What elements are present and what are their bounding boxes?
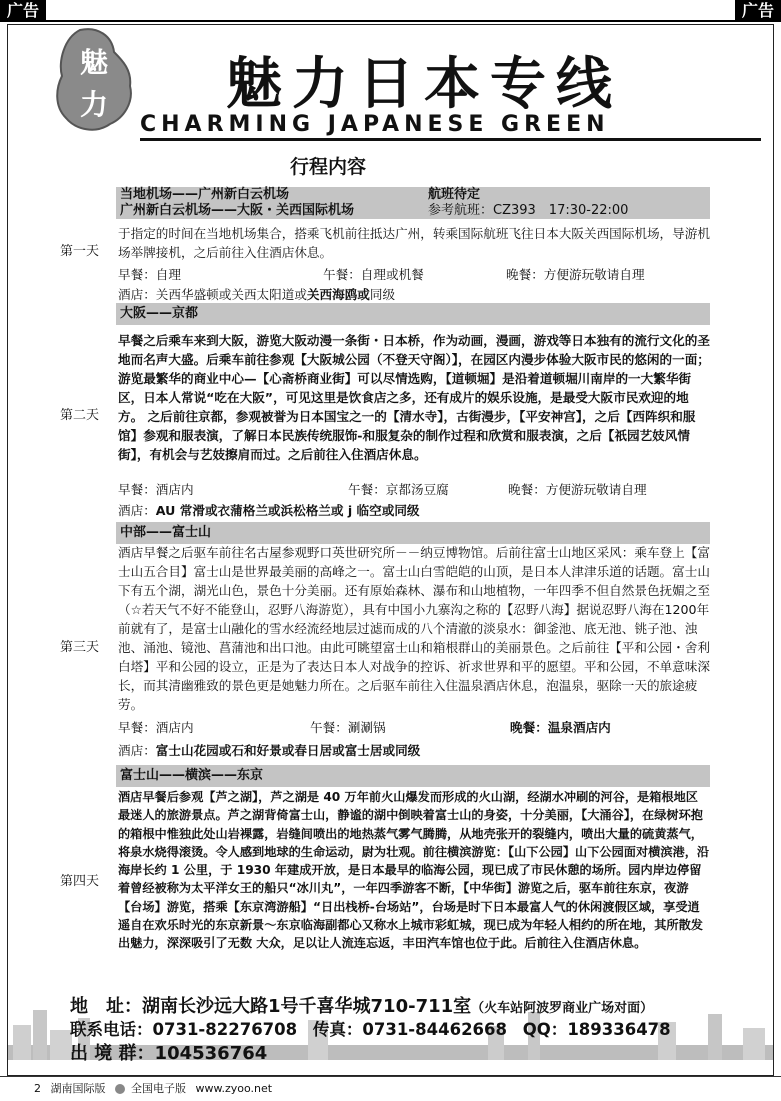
day1-route-1: 当地机场——广州新白云机场: [120, 187, 290, 202]
group-value[interactable]: 104536764: [154, 1043, 268, 1064]
day1-meals: [118, 265, 710, 284]
day2-hotel-bold: AU 常滑或衣蒲格兰或浜松格兰或 j 临空或同级: [155, 503, 420, 518]
day3-header: 中部——富士山: [116, 522, 710, 544]
day3-label: 第三天: [60, 640, 100, 655]
group-line: [70, 1039, 267, 1065]
day2-label: 第二天: [60, 408, 100, 423]
day1-dinner: 晚餐：方便游玩敬请自理: [506, 267, 645, 282]
day2-description: 早餐之后乘车来到大阪，游览大阪动漫一条街・日本桥，作为动画，漫画，游戏等日本独有的流行文化的圣地而名声大盛。后乘车前往参观【大阪城公园（不登天守阁）】，在园区内漫步体验大阪市民的悠闲的一面；游览最繁华的商业中心—【心斋桥商业街】可以尽情选购，【道顿堀】是沿着道顿堀川南岸的一大繁华街区，日本人常说“吃在大阪”，可见这里是饮食店之多，还有成片的娱乐设施，是最受大阪市民欢迎的地方。 之后前往京都，参观被誉为日本国宝之一的【清水寺】，古街漫步，【平安神宫】，之后【西阵织和服馆】参观和服表演，了解日本民族传统服饰-和服复杂的制作过程和欣赏和服表演，之后【祇园艺妓风情街】，有机会与艺妓擦肩而过。之后前往入住酒店休息。: [118, 333, 710, 462]
day4-header: 富士山——横滨——东京: [116, 765, 710, 787]
fax-value: 0731-84462668: [362, 1020, 507, 1039]
phone-label: 联系电话：: [70, 1020, 153, 1039]
qq-value[interactable]: 189336478: [567, 1020, 671, 1039]
group-label: 出 境 群：: [70, 1043, 155, 1064]
site-link[interactable]: www.zyoo.net: [195, 1082, 273, 1095]
day2-dinner: 晚餐：方便游玩敬请自理: [508, 482, 647, 497]
day1-hotel-prefix: 酒店：关西华盛顿或关西太阳道或: [118, 287, 307, 302]
day1-lunch: 午餐：自理或机餐: [323, 267, 424, 282]
day3-hotel: [118, 741, 710, 760]
itinerary-title: 行程内容: [290, 156, 367, 178]
day2-lunch: 午餐：京都汤豆腐: [348, 482, 449, 497]
day2-header: 大阪——京都: [116, 303, 710, 325]
ad-tag-left: 广告: [0, 0, 46, 22]
page-subtitle: CHARMING JAPANESE GREEN: [140, 112, 610, 137]
day3-lunch: 午餐：涮涮锅: [310, 720, 386, 735]
phone-value[interactable]: 0731-82276708: [152, 1020, 298, 1039]
title-underline: [140, 138, 761, 141]
phone-line: [70, 1016, 671, 1040]
day1-hotel-suffix: 同级: [369, 287, 396, 302]
day1-label: 第一天: [60, 244, 100, 259]
day2-hotel: [118, 501, 710, 520]
address-line: [70, 992, 653, 1018]
ad-tag-right: 广告: [735, 0, 781, 22]
day3-breakfast: 早餐：酒店内: [118, 720, 194, 735]
top-divider: [0, 20, 781, 22]
day4-label: 第四天: [60, 874, 100, 889]
day1-breakfast: 早餐：自理: [118, 267, 181, 282]
page-footer: [0, 1076, 781, 1101]
day3-description: 酒店早餐之后驱车前往名古屋参观野口英世研究所－－纳豆博物馆。后前往富士山地区采风：乘车登上【富士山五合目】富士山是世界最美丽的高峰之一。富士山白雪皑皑的山顶，是日本人津津乐道的话题。富士山下有五个湖，湖光山色，景色十分美丽。还有原始森林、瀑布和山地植物，一年四季不但自然景色抚媚之至（☆若天气不好不能登山，忍野八海游览），具有中国小九寨沟之称的【忍野八海】据说忍野八海在1200年前就有了，是富士山融化的雪水经流经地层过滤而成的八个清澈的淡泉水：御釜池、底无池、铫子池、浊池、涌池、镜池、菖蒲池和出口池。由此可眺望富士山和箱根群山的美丽景色。之后前往【平和公园・舍利白塔】平和公园的设立，正是为了表达日本人对战争的控诉、祈求世界和平的愿望。平和公园，不单意味深长，而其清幽雅致的景色更是她魅力所在。之后驱车前往入住温泉酒店休息，泡温泉，驱除一天的旅途疲劳。: [118, 545, 710, 712]
day4-description: 酒店早餐后参观【芦之湖】，芦之湖是 40 万年前火山爆发而形成的火山湖，经湖水冲刷的河谷，是箱根地区最迷人的旅游景点。芦之湖背倚富士山，静谧的湖中倒映着富士山的身姿，十分美丽，【大涌谷】，在绿树环抱的箱根中惟独此处山岩裸露，岩缝间喷出的地热蒸气雾气腾腾，从地壳张开的裂缝内，喷出大量的硫黄蒸气，将泉水烧得滚烫。令人感到地球的生命运动，尉为壮观。前往横滨游览：【山下公园】山下公园面对横滨港，沿海岸长约 1 公里，于 1930 年建成开放，是日本最早的临海公园，现已成了市民休憩的场所。园内岸边停留着曾经被称为太平洋女王的船只“冰川丸”，一年四季游客不断，【中华街】游览之后，驱车前往东京，夜游【台场】游览，搭乘【东京湾游船】“日出栈桥-台场站”，台场是时下日本最富人气的休闲渡假区域，享受逍遥自在欢乐时光的东京新景～东京临海副都心又称水上城市彩虹城，现已成为年轻人相约的所在地，其所散发出魅力，深深吸引了无数 大众，足以让人流连忘返，丰田汽车馆也位于此。后前往入住酒店休息。: [118, 790, 710, 951]
day3-hotel-prefix: 酒店：: [118, 743, 156, 758]
day1-header: [116, 187, 710, 219]
fax-label: 传真：: [312, 1020, 363, 1039]
logo-char-1: 魅: [79, 46, 109, 79]
day1-route-2: 广州新白云机场——大阪・关西国际机场: [120, 203, 355, 218]
qq-label: QQ：: [522, 1020, 568, 1039]
day1-note-2: 参考航班：CZ393 17:30-22:00: [428, 203, 629, 218]
day2-hotel-prefix: 酒店：: [118, 503, 156, 518]
day3-meals: [118, 718, 710, 737]
day1-note-1: 航班待定: [428, 187, 481, 202]
day1-hotel-bold: 关西海鸥或: [306, 287, 370, 302]
globe-icon: [115, 1084, 125, 1094]
day3-hotel-bold: 富士山花园或石和好景或春日居或富士居或同级: [155, 743, 421, 758]
logo-icon: [50, 26, 138, 136]
day2-breakfast: 早餐：酒店内: [118, 482, 194, 497]
address-value: 湖南长沙远大路1号千喜华城710-711室: [142, 996, 472, 1017]
address-note: （火车站阿波罗商业广场对面）: [471, 1001, 654, 1016]
day1-description: 于指定的时间在当地机场集合，搭乘飞机前往抵达广州，转乘国际航班飞往日本大阪关西国际机场，导游机场举牌接机，之后前往入住酒店休息。: [118, 226, 710, 260]
day2-meals: [118, 480, 710, 499]
page-title: 魅力日本专线: [226, 51, 622, 117]
brand-label: 全国电子版: [131, 1082, 186, 1095]
logo-char-2: 力: [79, 88, 109, 121]
address-label: 地 址：: [70, 996, 142, 1017]
day1-hotel: [118, 285, 710, 304]
page-number: 2: [34, 1082, 41, 1095]
edition-label: 湖南国际版: [50, 1082, 106, 1095]
day3-dinner: 晚餐：温泉酒店内: [510, 720, 611, 735]
